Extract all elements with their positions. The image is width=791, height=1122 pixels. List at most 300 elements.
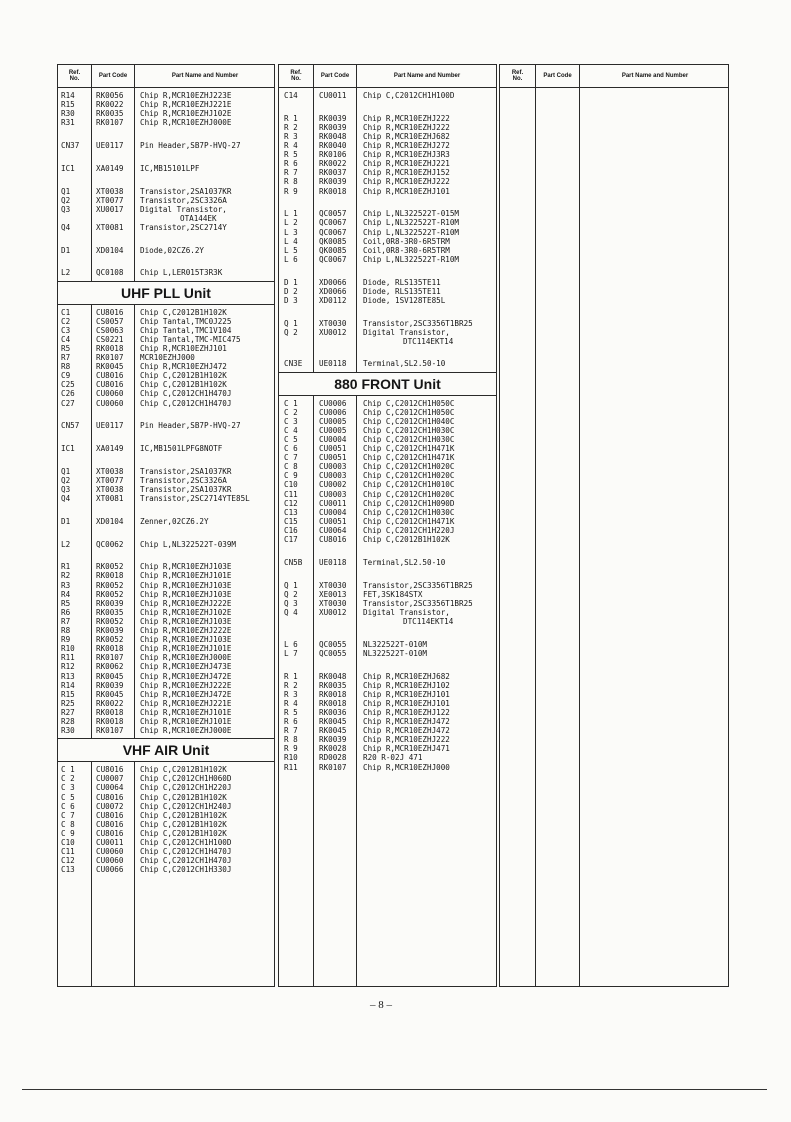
part-code: XT0030 — [319, 318, 347, 328]
part-code: XU0012 — [319, 607, 347, 617]
part-name: Chip C,C2012CH1H050C — [363, 398, 455, 408]
part-code: RK0107 — [96, 353, 124, 363]
part-code: RK0052 — [96, 580, 124, 590]
part-row — [58, 214, 274, 223]
part-row — [58, 690, 274, 699]
part-name: Chip R,MCR10EZHJ472E — [140, 671, 232, 681]
ref-no: C4 — [61, 334, 71, 344]
ref-no: R6 — [61, 607, 71, 617]
ref-no: R30 — [61, 726, 75, 736]
part-row — [58, 371, 274, 380]
part-name: Chip C,C2012CH1H030C — [363, 434, 455, 444]
part-name: NL322522T-010M — [363, 639, 428, 649]
part-code: RK0022 — [96, 100, 124, 110]
part-code: RK0018 — [319, 698, 347, 708]
part-name: Chip R,MCR10EZHJ221E — [140, 100, 232, 110]
part-code: CU0051 — [319, 444, 347, 454]
part-code: XD0112 — [319, 295, 347, 305]
part-code: RK0018 — [319, 186, 347, 196]
part-name: Chip C,C2012B1H102K — [140, 765, 227, 775]
part-code: CU0066 — [96, 865, 124, 875]
part-name: Chip R,MCR10EZHJ102E — [140, 607, 232, 617]
ref-no: R 6 — [284, 717, 298, 727]
ref-no: C13 — [61, 865, 75, 875]
part-code: UE0118 — [319, 359, 347, 369]
ref-no: R 2 — [284, 122, 298, 132]
part-row — [58, 485, 274, 494]
part-name: Chip C,C2012CH1H470J — [140, 856, 232, 866]
part-row — [58, 399, 274, 408]
part-code: CU0003 — [319, 471, 347, 481]
part-name: Chip C,C2012CH1H470J — [140, 389, 232, 399]
part-row — [279, 717, 496, 726]
part-row — [58, 164, 274, 173]
ref-no: Q1 — [61, 186, 71, 196]
ref-no: CN37 — [61, 141, 80, 151]
part-name: Chip C,C2012CH1H470J — [140, 398, 232, 408]
part-row — [279, 150, 496, 159]
part-row — [279, 672, 496, 681]
part-code: QC0067 — [319, 254, 347, 264]
column-header — [279, 65, 496, 88]
part-name: Chip R,MCR10EZHJ000E — [140, 118, 232, 128]
part-name: NL322522T-010M — [363, 648, 428, 658]
ref-no: C27 — [61, 398, 75, 408]
part-name: Digital Transistor, — [363, 607, 450, 617]
part-row — [279, 123, 496, 132]
part-row — [279, 753, 496, 762]
part-row — [279, 508, 496, 517]
part-code: CU0003 — [319, 489, 347, 499]
part-name: Chip R,MCR10EZHJ103E — [140, 589, 232, 599]
part-row — [279, 744, 496, 753]
part-code: XU0017 — [96, 204, 124, 214]
ref-no: R8 — [61, 362, 71, 372]
ref-no: R7 — [61, 616, 71, 626]
ref-no: D 3 — [284, 295, 298, 305]
part-name: IC,MB1501LPFG8NOTF — [140, 444, 223, 454]
part-name: Chip R,MCR10EZHJ101E — [140, 707, 232, 717]
part-row — [58, 865, 274, 874]
ref-no: R30 — [61, 109, 75, 119]
part-row — [279, 435, 496, 444]
part-row — [58, 717, 274, 726]
part-name: Chip R,MCR10EZHJ221E — [140, 698, 232, 708]
part-row — [58, 590, 274, 599]
ref-no: C 2 — [284, 407, 298, 417]
part-row — [279, 218, 496, 227]
ref-no: Q 2 — [284, 589, 298, 599]
part-name: Chip R,MCR10EZHJ103E — [140, 580, 232, 590]
part-code: QC0055 — [319, 639, 347, 649]
part-name: Transistor,2SA1037KR — [140, 466, 232, 476]
part-name: Diode, RLS135TE11 — [363, 286, 441, 296]
ref-no: Q4 — [61, 222, 71, 232]
part-name: Chip C,C2012B1H102K — [140, 380, 227, 390]
part-code: RK0045 — [96, 671, 124, 681]
part-code: RK0045 — [319, 717, 347, 727]
part-code: RK0045 — [96, 362, 124, 372]
ref-no: L 4 — [284, 236, 298, 246]
part-code: CU0005 — [319, 416, 347, 426]
part-name: Pin Header,SB7P-HVQ-27 — [140, 141, 241, 151]
part-row — [58, 196, 274, 205]
ref-no: L 2 — [284, 218, 298, 228]
ref-no: R11 — [284, 762, 298, 772]
part-name: IC,MB15101LPF — [140, 163, 200, 173]
part-name: Chip C,C2012B1H102K — [140, 819, 227, 829]
part-code: QK0085 — [319, 236, 347, 246]
ref-no: C 8 — [284, 462, 298, 472]
ref-no: R1 — [61, 562, 71, 572]
ref-no: Q2 — [61, 195, 71, 205]
part-name: Terminal,SL2.50-10 — [363, 557, 446, 567]
part-row — [279, 399, 496, 408]
part-row — [58, 187, 274, 196]
part-name: Transistor,2SC3356T1BR25 — [363, 318, 473, 328]
part-row — [279, 599, 496, 608]
part-name: Chip C,C2012B1H102K — [140, 792, 227, 802]
part-code: RK0035 — [319, 680, 347, 690]
part-row — [279, 287, 496, 296]
part-row — [279, 177, 496, 186]
ref-no: R 5 — [284, 707, 298, 717]
part-name: Chip C,C2012CH1H030C — [363, 507, 455, 517]
part-name: Diode,02CZ6.2Y — [140, 245, 205, 255]
part-name: Chip R,MCR10EZHJ472E — [140, 689, 232, 699]
part-row — [58, 467, 274, 476]
part-row — [58, 91, 274, 100]
part-code: RK0036 — [319, 707, 347, 717]
ref-no: R13 — [61, 671, 75, 681]
ref-no: R 9 — [284, 744, 298, 754]
ref-no: R28 — [61, 717, 75, 727]
ref-no: L 3 — [284, 227, 298, 237]
part-row — [58, 765, 274, 774]
part-row — [58, 599, 274, 608]
ref-no: Q 2 — [284, 327, 298, 337]
part-name: Chip R,MCR10EZHJ682 — [363, 131, 450, 141]
part-row — [279, 558, 496, 567]
part-name: Chip L,LER015T3R3K — [140, 268, 223, 278]
ref-no: C14 — [284, 91, 298, 100]
part-row — [279, 617, 496, 626]
part-code: CU0072 — [96, 801, 124, 811]
part-row — [58, 268, 274, 277]
part-name: Chip R,MCR10EZHJ101 — [363, 689, 450, 699]
ref-no: Q 1 — [284, 580, 298, 590]
part-row — [58, 672, 274, 681]
part-row — [58, 494, 274, 503]
part-code: CU8016 — [96, 307, 124, 317]
part-name: Chip R,MCR10EZHJ472 — [363, 726, 450, 736]
part-row — [279, 649, 496, 658]
part-code: QC0057 — [319, 209, 347, 219]
ref-no: R 8 — [284, 735, 298, 745]
ref-no: L 6 — [284, 254, 298, 264]
part-name: Transistor,2SC3326A — [140, 195, 227, 205]
ref-no: R14 — [61, 680, 75, 690]
part-name-header: Part Name and Number — [393, 73, 461, 79]
part-code: CU8016 — [96, 765, 124, 775]
part-row — [58, 223, 274, 232]
ref-no: C 2 — [61, 774, 75, 784]
part-row — [58, 444, 274, 453]
part-row — [58, 517, 274, 526]
ref-no: C 6 — [284, 444, 298, 454]
part-name: Diode, 1SV128TE85L — [363, 295, 446, 305]
part-name: Pin Header,SB7P-HVQ-27 — [140, 421, 241, 431]
part-name: Chip R,MCR10EZHJ000 — [363, 762, 450, 772]
ref-no: R31 — [61, 118, 75, 128]
ref-no: C17 — [284, 535, 298, 545]
part-code: UE0118 — [319, 557, 347, 567]
part-code: RK0107 — [319, 762, 347, 772]
ref-no: R9 — [61, 635, 71, 645]
ref-no: R25 — [61, 698, 75, 708]
part-name: Chip L,NL322522T-015M — [363, 209, 460, 219]
section-header: 880 FRONT Unit — [279, 372, 496, 396]
part-row — [279, 471, 496, 480]
ref-no: L 5 — [284, 245, 298, 255]
part-name: MCR10EZHJ000 — [140, 353, 195, 363]
part-name: Chip R,MCR10EZHJ122 — [363, 707, 450, 717]
part-name: Transistor,2SC2714Y — [140, 222, 227, 232]
part-name: OTA144EK — [180, 213, 217, 223]
part-code: RK0028 — [319, 744, 347, 754]
ref-no: R7 — [61, 353, 71, 363]
part-row — [58, 362, 274, 371]
part-row — [279, 699, 496, 708]
part-row — [58, 100, 274, 109]
part-name: Chip C,C2012CH1H050C — [363, 407, 455, 417]
part-code: RK0039 — [319, 122, 347, 132]
part-name: Chip C,C2012CH1H020C — [363, 489, 455, 499]
part-row — [279, 159, 496, 168]
ref-no: R8 — [61, 626, 71, 636]
part-code: CU0011 — [319, 498, 347, 508]
part-code: XT0081 — [96, 222, 124, 232]
part-name: Chip C,C2012CH1H020C — [363, 462, 455, 472]
ref-no: C 7 — [284, 453, 298, 463]
part-code: RK0048 — [319, 131, 347, 141]
part-row — [279, 535, 496, 544]
ref-no: R 9 — [284, 186, 298, 196]
part-name: Chip R,MCR10EZHJ472 — [363, 717, 450, 727]
part-code: QC0055 — [319, 648, 347, 658]
ref-no: Q2 — [61, 475, 71, 485]
ref-no: C13 — [284, 507, 298, 517]
part-code: RK0039 — [96, 598, 124, 608]
part-row — [58, 109, 274, 118]
part-code: RK0056 — [96, 91, 124, 100]
part-code: CU8016 — [96, 828, 124, 838]
part-row — [279, 359, 496, 368]
ref-no: L2 — [61, 539, 71, 549]
part-row — [58, 421, 274, 430]
part-code: RK0018 — [96, 343, 124, 353]
ref-no: C1 — [61, 307, 71, 317]
part-code: XT0038 — [96, 186, 124, 196]
part-name: Digital Transistor, — [140, 204, 227, 214]
part-row — [58, 608, 274, 617]
part-name: Chip R,MCR10EZHJ272 — [363, 141, 450, 151]
part-row — [58, 811, 274, 820]
part-code: XD0104 — [96, 245, 124, 255]
part-name: Chip C,C2012B1H102K — [140, 810, 227, 820]
part-name: Transistor,2SC3326A — [140, 475, 227, 485]
part-name: Chip C,C2012CH1H471K — [363, 444, 455, 454]
ref-no-header: Ref. No. — [68, 70, 81, 82]
ref-no: CN57 — [61, 421, 80, 431]
part-name: Transistor,2SC3356T1BR25 — [363, 598, 473, 608]
part-row — [279, 296, 496, 305]
part-name: Terminal,SL2.50-10 — [363, 359, 446, 369]
ref-no: C 1 — [61, 765, 75, 775]
part-name: DTC114EKT14 — [403, 616, 454, 626]
part-name: Chip C,C2012CH1H010C — [363, 480, 455, 490]
part-name: Chip R,MCR10EZHJ222E — [140, 598, 232, 608]
ref-no: C 3 — [61, 783, 75, 793]
part-row — [58, 783, 274, 792]
ref-no: Q3 — [61, 204, 71, 214]
part-row — [279, 735, 496, 744]
ref-no: R 1 — [284, 113, 298, 123]
part-row — [279, 168, 496, 177]
part-row — [58, 353, 274, 362]
part-code: RK0035 — [96, 607, 124, 617]
ref-no: R5 — [61, 343, 71, 353]
part-row — [58, 644, 274, 653]
part-name-header: Part Name and Number — [621, 73, 689, 79]
part-row — [58, 820, 274, 829]
part-name: Chip C,C2012CH1H040C — [363, 416, 455, 426]
part-row — [279, 690, 496, 699]
ref-no: C12 — [61, 856, 75, 866]
part-name: Chip C,C2012B1H102K — [140, 307, 227, 317]
part-code: RK0052 — [96, 635, 124, 645]
part-code: RK0039 — [96, 680, 124, 690]
part-code: RK0039 — [319, 735, 347, 745]
part-row — [58, 141, 274, 150]
part-name: Chip C,C2012CH1H470J — [140, 847, 232, 857]
ref-no: L 6 — [284, 639, 298, 649]
part-row — [58, 793, 274, 802]
part-name: Coil,0R8-3R0-6R5TRM — [363, 245, 450, 255]
part-row — [279, 490, 496, 499]
column-body — [279, 88, 496, 986]
ref-no: L 7 — [284, 648, 298, 658]
ref-no: C10 — [61, 838, 75, 848]
ref-no: Q1 — [61, 466, 71, 476]
part-name-header: Part Name and Number — [171, 73, 239, 79]
part-name: Chip R,MCR10EZHJ3R3 — [363, 150, 450, 160]
part-code: CU8016 — [96, 810, 124, 820]
part-name: R20 R-02J 471 — [363, 753, 423, 763]
part-row — [279, 726, 496, 735]
part-code: QC0067 — [319, 227, 347, 237]
part-row — [58, 476, 274, 485]
ref-no: C11 — [61, 847, 75, 857]
part-row — [279, 246, 496, 255]
ref-no: D 2 — [284, 286, 298, 296]
ref-no: C26 — [61, 389, 75, 399]
ref-no-header: Ref. No. — [290, 70, 302, 82]
part-code: XT0030 — [319, 598, 347, 608]
part-name: Chip R,MCR10EZHJ000E — [140, 653, 232, 663]
part-row — [279, 91, 496, 100]
part-row — [58, 829, 274, 838]
ref-no: R2 — [61, 571, 71, 581]
part-code: CU8016 — [96, 371, 124, 381]
part-code: CU0004 — [319, 434, 347, 444]
part-code: CU0003 — [319, 462, 347, 472]
part-row — [279, 255, 496, 264]
part-code: CU8016 — [96, 380, 124, 390]
part-name: Chip R,MCR10EZHJ222 — [363, 113, 450, 123]
ref-no: C9 — [61, 371, 71, 381]
part-code: RK0052 — [96, 562, 124, 572]
part-name: Chip C,C2012CH1H330J — [140, 865, 232, 875]
part-code: CU0060 — [96, 856, 124, 866]
part-row — [279, 417, 496, 426]
ref-no: R 6 — [284, 159, 298, 169]
part-code: CU0006 — [319, 407, 347, 417]
ref-no: C12 — [284, 498, 298, 508]
part-row — [58, 708, 274, 717]
part-code: RK0045 — [319, 726, 347, 736]
ref-no: R 4 — [284, 141, 298, 151]
part-name: Chip C,C2012CH1H471K — [363, 516, 455, 526]
part-code: RD0028 — [319, 753, 347, 763]
part-name: Chip R,MCR10EZHJ221 — [363, 159, 450, 169]
part-row — [58, 626, 274, 635]
part-name: Chip Tantal,TMC1V104 — [140, 325, 232, 335]
part-code: CU8016 — [96, 819, 124, 829]
part-row — [279, 526, 496, 535]
part-name: Zenner,02CZ6.2Y — [140, 516, 209, 526]
part-code: RK0048 — [319, 671, 347, 681]
part-name: Chip C,C2012CH1H060D — [140, 774, 232, 784]
part-code: QC0108 — [96, 268, 124, 278]
ref-no: IC1 — [61, 444, 75, 454]
ref-no: C16 — [284, 525, 298, 535]
part-code: RK0052 — [96, 589, 124, 599]
ref-no: R10 — [284, 753, 298, 763]
part-row — [279, 141, 496, 150]
part-code: RK0107 — [96, 118, 124, 128]
ref-no: L 1 — [284, 209, 298, 219]
ref-no: R 3 — [284, 689, 298, 699]
part-name: Transistor,2SC3356T1BR25 — [363, 580, 473, 590]
part-name: Chip C,C2012B1H102K — [140, 828, 227, 838]
parts-column-3 — [499, 64, 729, 987]
part-name: Chip R,MCR10EZHJ103E — [140, 616, 232, 626]
part-name: Chip C,C2012CH1H240J — [140, 801, 232, 811]
part-row — [279, 228, 496, 237]
part-name: Chip R,MCR10EZHJ101 — [140, 343, 227, 353]
ref-no: R 5 — [284, 150, 298, 160]
ref-no: R14 — [61, 91, 75, 100]
footer-rule — [22, 1089, 767, 1090]
part-code: CU0011 — [319, 91, 347, 100]
part-code: RK0018 — [319, 689, 347, 699]
ref-no: C 8 — [61, 819, 75, 829]
part-code: CU0051 — [319, 516, 347, 526]
part-code: RK0022 — [96, 698, 124, 708]
part-name: Chip R,MCR10EZHJ103E — [140, 635, 232, 645]
part-row — [58, 380, 274, 389]
